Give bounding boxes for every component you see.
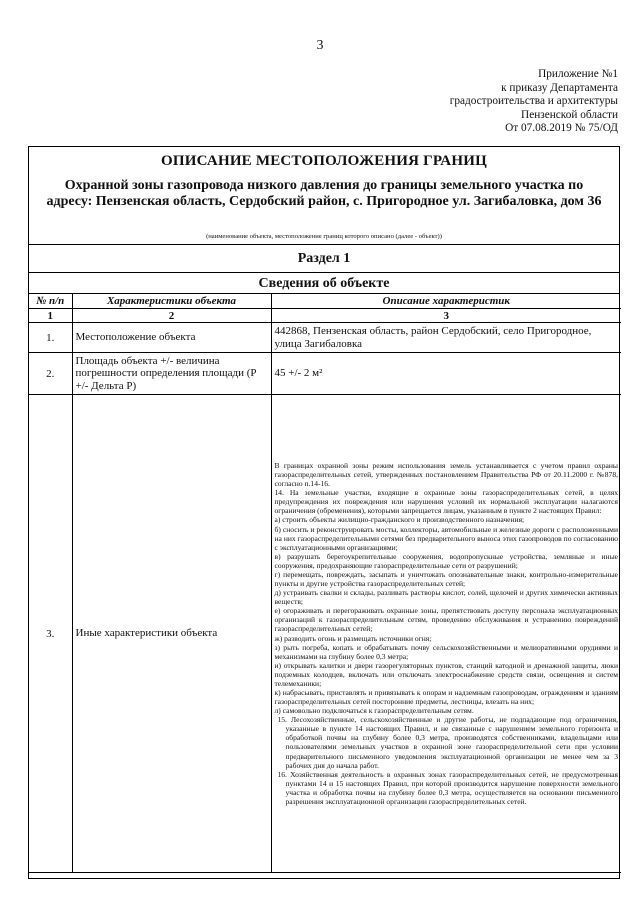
row-number: 1. bbox=[29, 323, 72, 353]
table-row bbox=[29, 395, 621, 873]
column-header: Характеристики объекта bbox=[72, 294, 271, 309]
document-title: ОПИСАНИЕ МЕСТОПОЛОЖЕНИЯ ГРАНИЦ bbox=[161, 153, 487, 169]
table-row bbox=[29, 353, 621, 395]
restriction-item: г) перемещать, повреждать, засыпать и уничтожать опознавательные знаки, контрольно-измерительные пункты и другие устройства газораспределительных сетей; bbox=[274, 569, 618, 589]
row-characteristic: Площадь объекта +/- величина погрешности определения площади (Р +/- Дельта Р) bbox=[72, 353, 271, 395]
restriction-paragraph: В границах охранной зоны режим использования земель устанавливается с учетом правил охраны газораспределительных сетей, утвержденных постановлением Правительства РФ от 20.11.2000 г. №878, согласно п.14-16. bbox=[274, 461, 618, 489]
annex-line: От 07.08.2019 № 75/ОД bbox=[505, 122, 618, 135]
annex-line: Пензенской области bbox=[521, 108, 618, 121]
restriction-paragraph: 15. Лесохозяйственные, сельскохозяйственные и другие работы, не подпадающие под ограничения, указанные в пункте 14 настоящих Правил, и не связанные с нарушением земельного горизонта и обработкой почвы на глубину более 0,3 метра, производятся собственниками, владельцами или пользователями земельных участков в охранной зоне газораспределительной сети при условии предварительного письменного уведомления эксплуатационной организации не менее чем за 3 рабочих дня до начала работ. bbox=[277, 715, 618, 770]
restriction-item: л) самовольно подключаться к газораспределительным сетям. bbox=[274, 706, 474, 716]
table-header-row bbox=[29, 294, 621, 309]
column-header: Описание характеристик bbox=[271, 294, 621, 309]
row-description: 45 +/- 2 м² bbox=[271, 353, 621, 395]
annex-line: Приложение №1 bbox=[538, 68, 618, 80]
row-number: 3. bbox=[29, 395, 72, 873]
row-characteristic: Местоположение объекта bbox=[72, 323, 271, 353]
title-block bbox=[29, 147, 619, 237]
row-characteristic: Иные характеристики объекта bbox=[72, 395, 271, 873]
row-description: 442868, Пензенская область, район Сердобский, село Пригородное, улица Загибаловка bbox=[271, 323, 621, 353]
column-header: № п/п bbox=[29, 294, 72, 309]
column-number: 1 bbox=[29, 309, 72, 323]
annex-line: к приказу Департамента bbox=[501, 81, 618, 94]
document-subtitle: Охранной зоны газопровода низкого давления до границы земельного участка по адресу: Пензенская область, Сердобский район, с. Пригородное ул. Загибаловка, дом 36 bbox=[46, 178, 602, 209]
restriction-item: и) открывать калитки и двери газорегуляторных пунктов, станций катодной и дренажной защиты, люки подземных колодцев, включать или отключать электроснабжение средств связи, освещения и систем телемеханики; bbox=[274, 660, 618, 688]
restriction-paragraph: 14. На земельные участки, входящие в охранные зоны газораспределительных сетей, в целях предупреждения их повреждения или нарушения условий их нормальной эксплуатации налагаются ограничения (обременения), которыми запрещается лицам, указанным в пункте 2 настоящих Правил: bbox=[274, 488, 618, 516]
object-table bbox=[29, 294, 621, 873]
column-number: 3 bbox=[271, 309, 621, 323]
row-description-restrictions bbox=[271, 395, 621, 873]
restriction-item: б) сносить и реконструировать мосты, коллекторы, автомобильные и железные дороги с расположенными на них газораспределительными сетями без предварительного выноса этих газопроводов по согласованию с эксплуатационными организациями; bbox=[274, 524, 618, 552]
document-frame bbox=[28, 146, 620, 879]
restriction-item: а) строить объекты жилищно-гражданского и производственного назначения; bbox=[274, 515, 525, 525]
annex-line: градостроительства и архитектуры bbox=[449, 95, 618, 108]
restriction-item: д) устраивать свалки и склады, разливать растворы кислот, солей, щелочей и других химически активных веществ; bbox=[274, 588, 618, 607]
restriction-item: в) разрушать берегоукрепительные сооружения, водопропускные устройства, земляные и иные сооружения, предохраняющие газораспределительные сети от разрушений; bbox=[274, 551, 618, 570]
restriction-item: з) рыть погреба, копать и обрабатывать почву сельскохозяйственными и мелиоративными орудиями и механизмами на глубину более 0,3 метра; bbox=[274, 642, 618, 661]
section-title: Раздел 1 bbox=[29, 245, 619, 273]
restriction-item: к) набрасывать, приставлять и привязывать к опорам и надземным газопроводам, ограждениям и зданиям газораспределительных сетей посторонние предметы, лестницы, влезать на них; bbox=[274, 687, 618, 707]
section-subtitle: Сведения об объекте bbox=[29, 273, 619, 294]
row-number: 2. bbox=[29, 353, 72, 395]
annex-block bbox=[358, 68, 618, 136]
restriction-item: ж) разводить огонь и размещать источники огня; bbox=[274, 633, 432, 643]
column-number: 2 bbox=[72, 309, 271, 323]
restriction-item: е) огораживать и перегораживать охранные зоны, препятствовать доступу персонала эксплуатационных организаций к газораспределительным сетям, проведению обслуживания и устранению повреждений газораспределительных сетей; bbox=[274, 606, 618, 634]
table-row bbox=[29, 323, 621, 353]
object-caption: (наименование объекта, местоположение границ которого описано (далее - объект)) bbox=[29, 233, 619, 245]
restriction-paragraph: 16. Хозяйственная деятельность в охранных зонах газораспределительных сетей, не предусмотренная пунктами 14 и 15 настоящих Правил, при которой производится нарушение поверхности земельного участка и обработка почвы на глубину более 0,3 метра, осуществляется на основании письменного разрешения эксплуатационной организации газораспределительных сетей. bbox=[277, 769, 618, 806]
table-number-row bbox=[29, 309, 621, 323]
page-number: 3 bbox=[316, 38, 324, 53]
